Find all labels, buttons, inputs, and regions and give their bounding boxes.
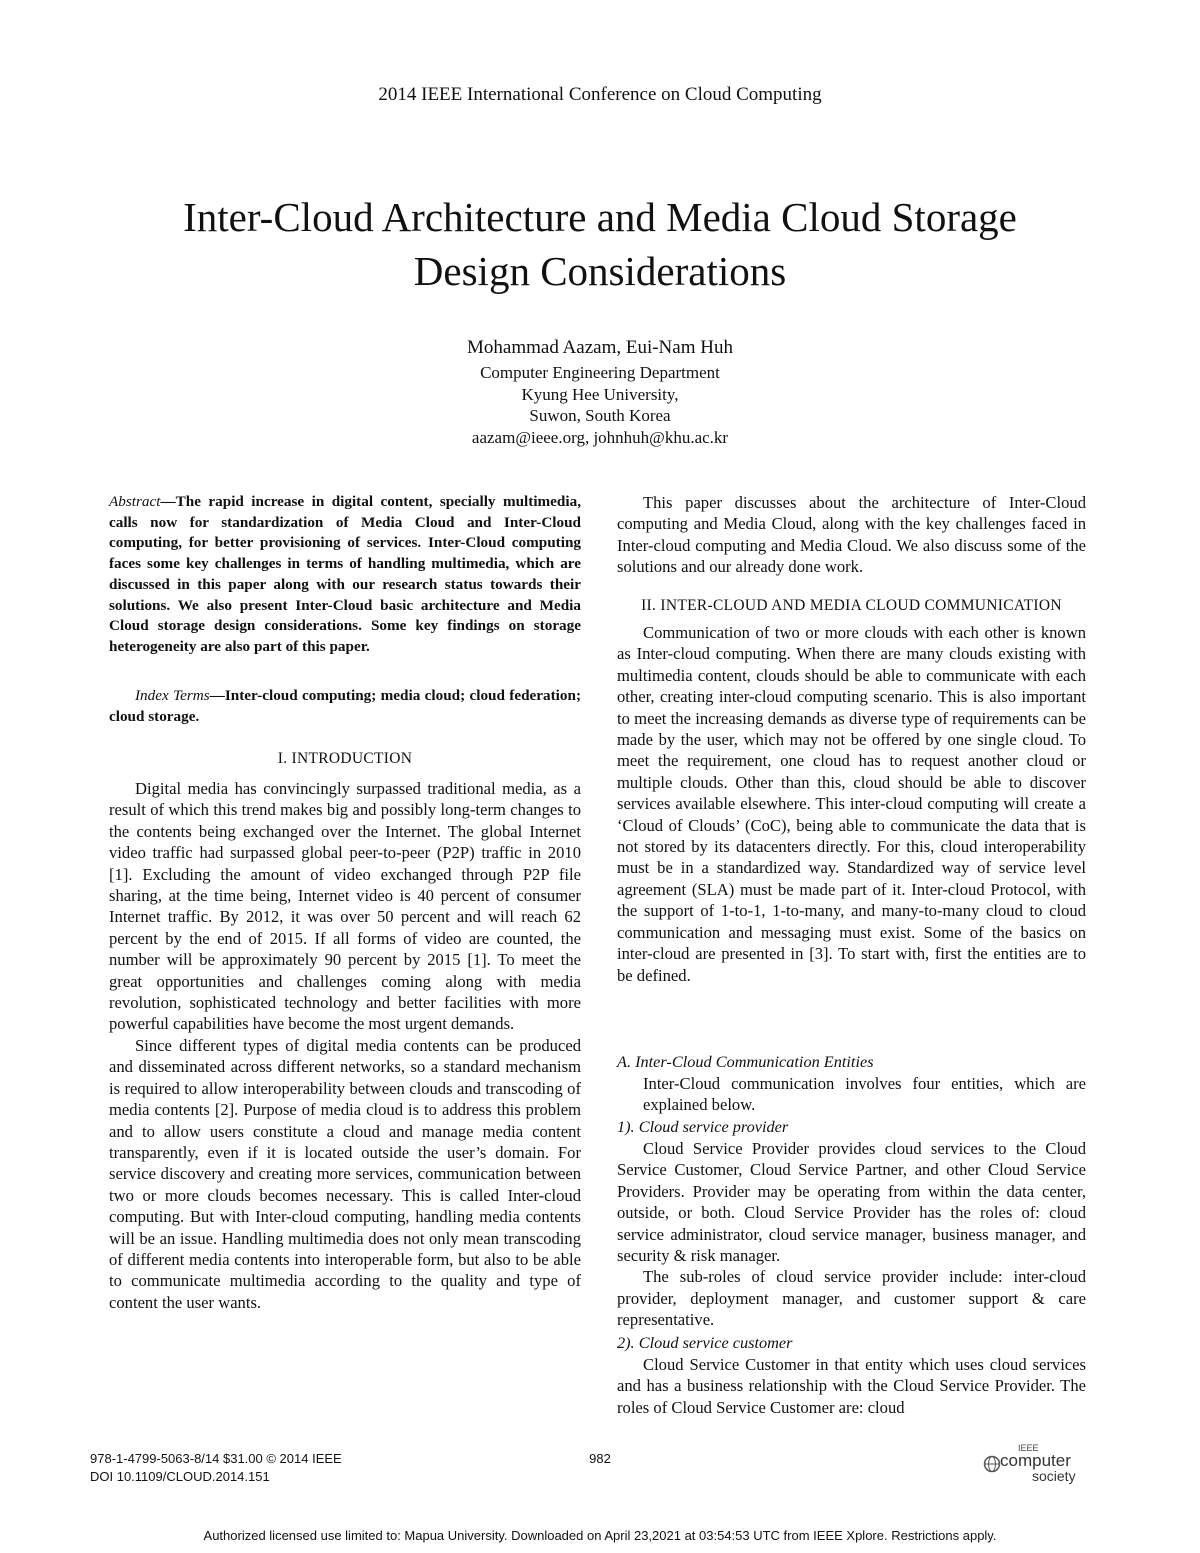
section-heading-introduction: I. INTRODUCTION	[277, 750, 413, 767]
provider-paragraph: Cloud Service Provider provides cloud services to the Cloud Service Customer, Cloud Service Partner, and other Cloud Service Providers. Provider may be operating from within the data center, outside, or both. Cloud Service Provider has the roles of: cloud service administrator, cloud service manager, business manager, and security & risk manager.	[617, 1139, 1086, 1266]
introduction-body	[109, 778, 581, 1313]
license-notice: Authorized licensed use limited to: Mapua University. Downloaded on April 23,2021 at 03:54:53 UTC from IEEE Xplore. Restrictions apply.	[203, 1528, 997, 1543]
subsubsection-heading-provider: 1). Cloud service provider	[617, 1117, 789, 1136]
index-terms-label: Index Terms	[135, 687, 210, 704]
footer-isbn: 978-1-4799-5063-8/14 $31.00 © 2014 IEEE	[90, 1451, 342, 1466]
abstract-label: Abstract	[109, 493, 161, 510]
section-2-body	[617, 622, 1086, 986]
paper-title-line-2: Design Considerations	[413, 248, 787, 294]
customer-paragraph: Cloud Service Customer in that entity which uses cloud services and has a business relationship with the Cloud Service Provider. The roles of Cloud Service Customer are: cloud	[617, 1355, 1086, 1417]
cloud-service-provider-body	[617, 1138, 1086, 1331]
cloud-service-customer-body	[617, 1354, 1086, 1418]
subsubsection-heading-customer: 2). Cloud service customer	[617, 1333, 793, 1352]
footer-doi: DOI 10.1109/CLOUD.2014.151	[90, 1469, 270, 1484]
conference-header: 2014 IEEE International Conference on Cloud Computing	[378, 84, 822, 105]
affiliation-department: Computer Engineering Department	[480, 363, 720, 382]
overview-paragraph: This paper discusses about the architecture of Inter-Cloud computing and Media Cloud, along with the key challenges faced in Inter-cloud computing and Media Cloud. We also discuss some of the solutions and our already done work.	[617, 493, 1086, 577]
index-terms	[109, 686, 581, 727]
abstract-text: —The rapid increase in digital content, specially multimedia, calls now for standardization of Media Cloud and Inter-Cloud computing, for better provisioning of services. Inter-Cloud computing faces some key challenges in terms of handling multimedia, which are discussed in this paper along with our research status towards their solutions. We also present Inter-Cloud basic architecture and Media Cloud storage design considerations. Some key findings on storage heterogeneity are also part of this paper.	[109, 493, 581, 655]
section-heading-inter-cloud: II. INTER-CLOUD AND MEDIA CLOUD COMMUNICATION	[641, 597, 1062, 614]
logo-computer-text: computer	[1000, 1451, 1071, 1470]
globe-icon	[982, 1454, 1002, 1474]
provider-paragraph: The sub-roles of cloud service provider include: inter-cloud provider, deployment manager, and customer support & care representative.	[617, 1267, 1086, 1330]
introduction-paragraph: Since different types of digital media contents can be produced and disseminated across different networks, so a standard mechanism is required to allow interoperability between clouds and transcoding of media contents [2]. Purpose of media cloud is to address this problem and to allow users constitute a cloud and manage media content transparently, even if it is located outside the user’s domain. For service discovery and creating more services, communication between two or more clouds becomes necessary. This is called Inter-cloud computing. But with Inter-cloud computing, handling media contents will be an issue. Handling multimedia does not only mean transcoding of different media contents into interoperable form, but also to be able to communicate multimedia according to the quality and type of content the user wants.	[109, 1035, 581, 1312]
paper-overview	[617, 492, 1086, 578]
section-2-paragraph: Communication of two or more clouds with each other is known as Inter-cloud computing. When there are many clouds existing with multimedia content, clouds should be able to communicate with each other, creating inter-cloud computing scenario. This is also important to meet the increasing demands as diverse type of requirements can be made by the user, which may not be offered by one single cloud. To meet the requirement, one cloud has to request another cloud or multiple clouds. Other than this, cloud should be able to discover services available elsewhere. This inter-cloud computing will create a ‘Cloud of Clouds’ (CoC), being able to communicate the data that is not stored by its datacenters directly. For this, cloud interoperability must be in a standardized way. Standardized way of service level agreement (SLA) must be made part of it. Inter-cloud Protocol, with the support of 1-to-1, 1-to-many, and many-to-many cloud to cloud communication and messaging must exist. Some of the basics on inter-cloud are presented in [3]. To start with, first the entities are to be defined.	[617, 623, 1086, 985]
logo-society-text: society	[1032, 1468, 1076, 1484]
introduction-paragraph: Digital media has convincingly surpassed traditional media, as a result of which this trend makes big and possibly long-term changes to the contents being exchanged over the Internet. The global Internet video traffic had surpassed global peer-to-peer (P2P) traffic in 2010 [1]. Excluding the amount of video exchanged through P2P file sharing, at the time being, Internet video is 40 percent of consumer Internet traffic. By 2012, it was over 50 percent and will reach 62 percent by the end of 2015. If all forms of video are counted, the number will be approximately 90 percent by 2015 [1]. To meet the great opportunities and challenges coming along with media revolution, sophisticated technology and better facilities with more powerful capabilities have become the most urgent demands.	[109, 779, 581, 1034]
author-affiliation	[0, 362, 1200, 448]
logo-ieee-text: IEEE	[1018, 1443, 1039, 1453]
affiliation-university: Kyung Hee University,	[521, 384, 679, 404]
paper-title	[0, 190, 1200, 298]
paper-authors: Mohammad Aazam, Eui-Nam Huh	[467, 337, 733, 358]
subsection-a-intro	[617, 1073, 1086, 1116]
subsection-heading-a: A. Inter-Cloud Communication Entities	[617, 1052, 874, 1071]
affiliation-emails: aazam@ieee.org, johnhuh@khu.ac.kr	[471, 427, 729, 447]
affiliation-location: Suwon, South Korea	[529, 406, 671, 425]
footer-publication-info	[90, 1450, 342, 1486]
paper-title-line-1: Inter-Cloud Architecture and Media Cloud Storage	[183, 194, 1017, 240]
abstract	[109, 492, 581, 658]
page-number: 982	[589, 1451, 611, 1466]
index-terms-text: —Inter-cloud computing; media cloud; cloud federation; cloud storage.	[109, 687, 581, 725]
ieee-computer-society-logo	[978, 1443, 1088, 1485]
subsection-a-paragraph: Inter-Cloud communication involves four entities, which are explained below.	[643, 1074, 1086, 1115]
